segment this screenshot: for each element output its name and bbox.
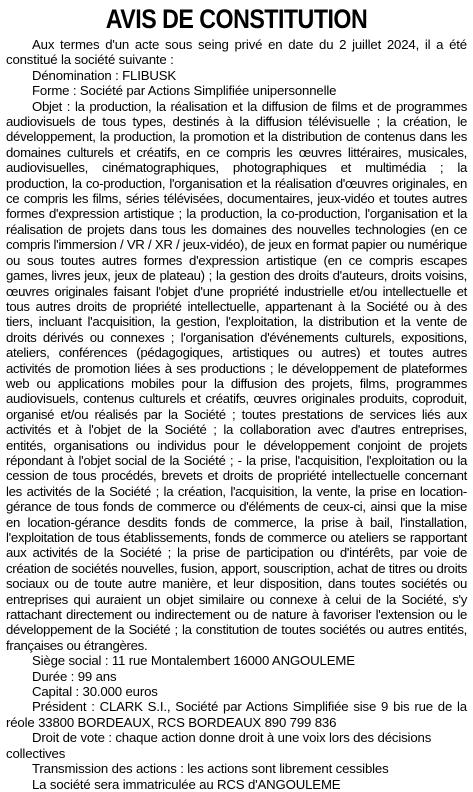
- notice-body: [6, 37, 467, 792]
- capital-line: Capital : 30.000 euros: [32, 684, 158, 700]
- duree-line: Durée : 99 ans: [32, 668, 117, 684]
- intro-paragraph: Aux termes d'un acte sous seing privé en date du 2 juillet 2024, il a été constitué la société suivante :: [6, 37, 467, 68]
- denomination-line: Dénomination : FLIBUSK: [32, 67, 177, 83]
- immatriculation-line: La société sera immatriculée au RCS d'ANGOULEME: [32, 776, 341, 792]
- transmission-line: Transmission des actions : les actions sont librement cessibles: [32, 761, 389, 777]
- siege-line: Siège social : 11 rue Montalembert 16000 ANGOULEME: [32, 653, 355, 669]
- forme-line: Forme : Société par Actions Simplifiée unipersonnelle: [32, 83, 337, 99]
- notice-title: AVIS DE CONSTITUTION: [105, 4, 368, 34]
- vote-line: Droit de vote : chaque action donne droit à une voix lors des décisions collectives: [6, 730, 432, 761]
- president-paragraph: Président : CLARK S.I., Société par Actions Simplifiée sise 9 bis rue de la réole 33800 BORDEAUX, RCS BORDEAUX 890 799 836: [6, 699, 467, 730]
- objet-paragraph: Objet : la production, la réalisation et la diffusion de films et de programmes audiovisuels de tous types, destinés à la diffusion télévisuelle ; la création, le développement, la production, la promotion et la distribution de contenus dans les domaines culturels et créatifs, en ce compris les œuvres littéraires, musicales, audiovisuelles, cinématographiques, photographiques et multimédia ; la production, la co-production, l'organisation et la réalisation d'œuvres originales, en ce compris les films, séries télévisées, documentaires, jeux-vidéo et toutes autres formes d'expression artistique ; la production, la co-production, l'organisation et la réalisation de projets dans tous les domaines des nouvelles technologies (en ce compris l'immersion / VR / XR / jeux-vidéo), de jeux en format papier ou numérique ou sous toutes autres formes d'expression artistique (en ce compris escapes games, livres jeux, jeux de plateau) ; la gestion des droits d'auteurs, droits voisins, œuvres originales faisant l'objet d'une propriété industrielle et/ou intellectuelle et tous autres droits de propriété intellectuelle, appartenant à la Société ou à des tiers, incluant l'acquisition, la gestion, l'exploitation, la distribution et la vente de droits dérivés ou connexes ; l'organisation d'événements culturels, expositions, ateliers, conférences (pédagogiques, artistiques ou autres) et toutes autres activités de promotion liées à ses productions ; le développement de plateformes web ou applications mobiles pour la diffusion des projets, films, programmes audiovisuels, contenus culturels et créatifs, œuvres originales produits, coproduit, organisé et/ou réalisés par la Société ; toutes prestations de services liés aux activités et à l'objet de la Société ; la collaboration avec d'autres entreprises, entités, organisations ou individus pour le développement conjoint de projets répondant à l'objet social de la Société ; - la prise, l'acquisition, l'exploitation ou la cession de tous procédés, brevets et droits de propriété intellectuelle concernant les activités de la Société ; la création, l'acquisition, la vente, la prise en location-gérance de tous fonds de commerce ou d'éléments de ceux-ci, ainsi que la mise en location-gérance desdits fonds de commerce, la prise à bail, l'installation, l'exploitation de tous établissements, fonds de commerce ou ateliers se rapportant aux activités de la Société ; la prise de participation ou d'intérêts, par voie de création de sociétés nouvelles, fusion, apport, souscription, achat de titres ou droits sociaux ou de toute autre manière, et leur disposition, dans toutes sociétés ou entreprises qui auraient un objet similaire ou connexe à celui de la Société, s'y rattachant directement ou indirectement ou de nature à favoriser l'extension ou le développement de la Société ; la constitution de toutes sociétés ou autres entités, françaises ou étrangères.: [6, 98, 467, 653]
